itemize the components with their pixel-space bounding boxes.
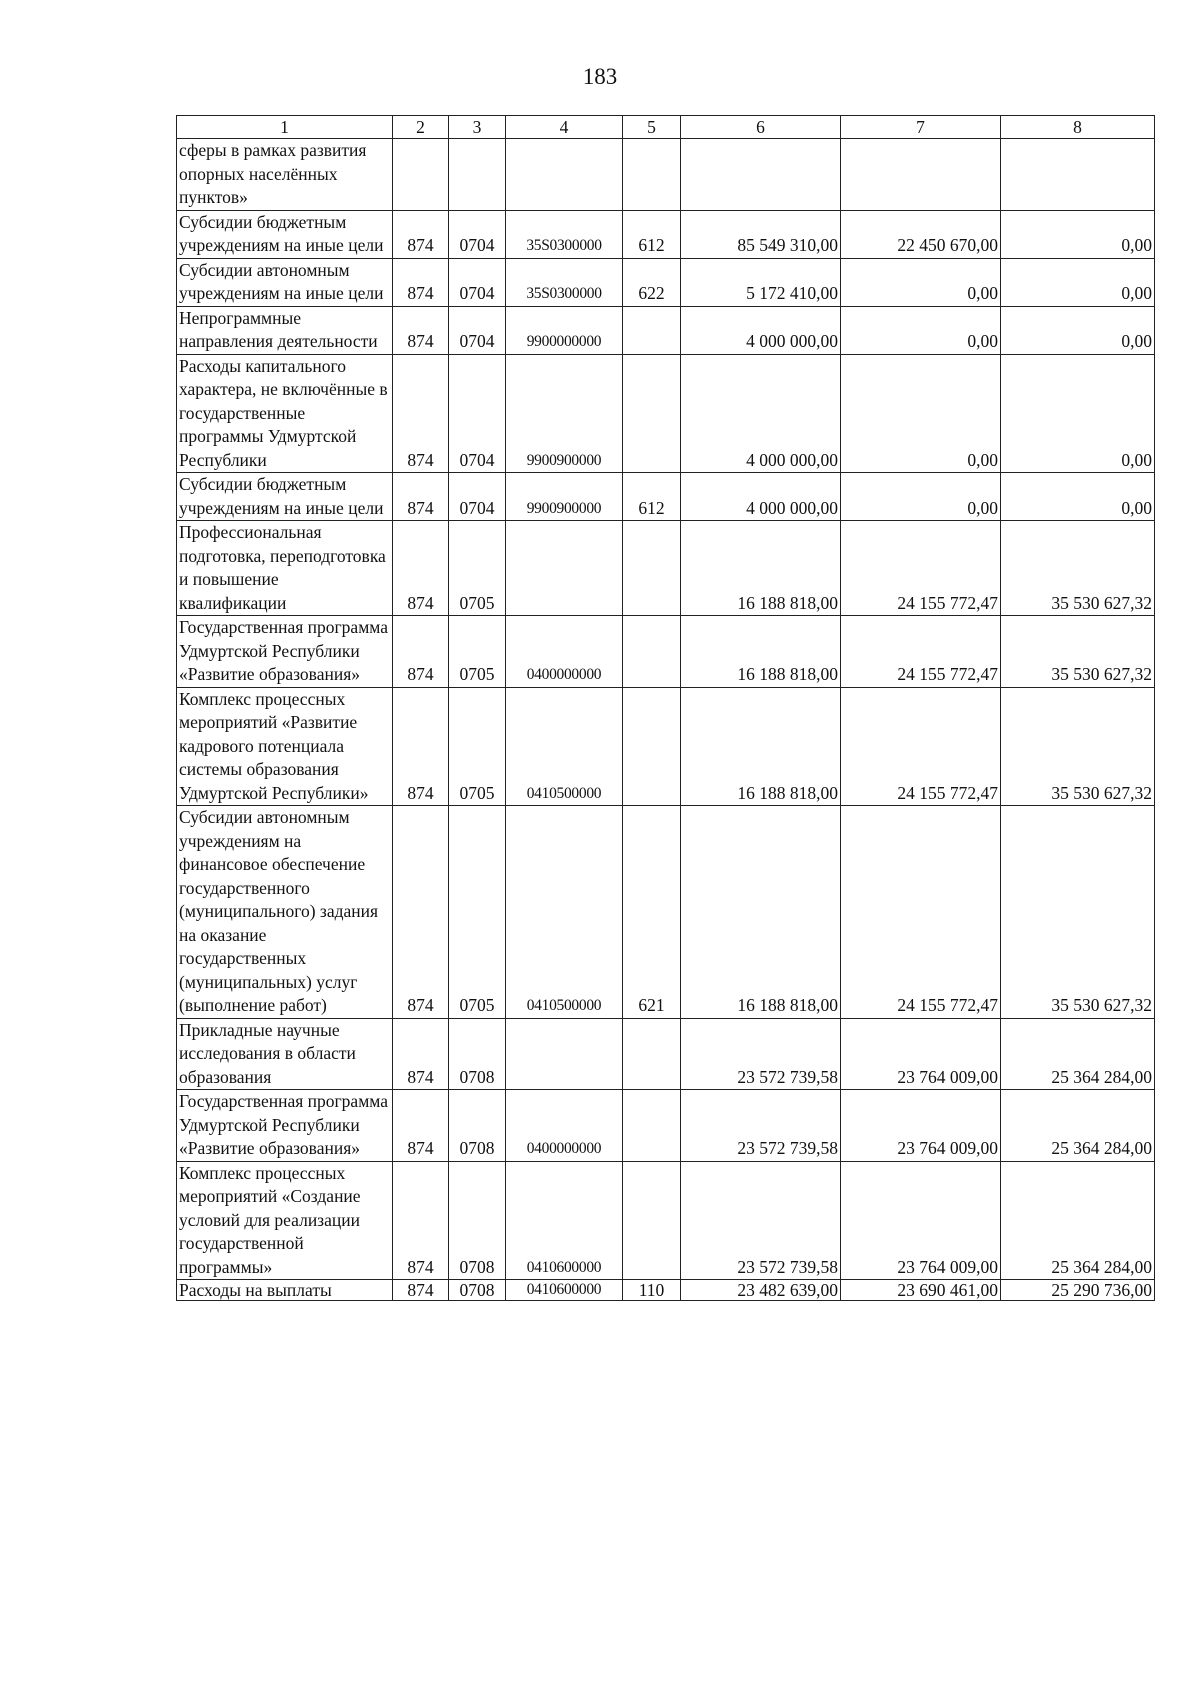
row-target-article: 9900900000 <box>506 473 623 521</box>
row-target-article: 0410600000 <box>506 1161 623 1280</box>
row-amount-col8: 0,00 <box>1001 354 1155 473</box>
row-section: 0705 <box>449 687 506 806</box>
row-amount-col6: 85 549 310,00 <box>681 210 841 258</box>
row-target-article: 35S0300000 <box>506 258 623 306</box>
column-header-7: 7 <box>841 116 1001 139</box>
row-name: Субсидии автономным учреждениям на финансовое обеспечение государственного (муниципального) задания на оказание государственных (муниципальных) услуг (выполнение работ) <box>177 806 393 1019</box>
row-section: 0708 <box>449 1161 506 1280</box>
row-section: 0708 <box>449 1280 506 1301</box>
row-amount-col8: 0,00 <box>1001 210 1155 258</box>
row-amount-col7 <box>841 139 1001 211</box>
row-amount-col6: 16 188 818,00 <box>681 616 841 688</box>
table-row <box>177 306 1155 354</box>
row-target-article: 9900900000 <box>506 354 623 473</box>
table-row <box>177 473 1155 521</box>
row-amount-col8: 35 530 627,32 <box>1001 521 1155 616</box>
row-expense-type <box>623 1090 681 1162</box>
row-grbs: 874 <box>393 1018 449 1090</box>
row-amount-col8 <box>1001 139 1155 211</box>
table-row <box>177 1018 1155 1090</box>
row-section: 0708 <box>449 1090 506 1162</box>
row-target-article <box>506 521 623 616</box>
row-amount-col7: 0,00 <box>841 473 1001 521</box>
row-amount-col7: 22 450 670,00 <box>841 210 1001 258</box>
row-amount-col8: 0,00 <box>1001 306 1155 354</box>
column-header-3: 3 <box>449 116 506 139</box>
row-target-article: 0400000000 <box>506 616 623 688</box>
row-amount-col7: 24 155 772,47 <box>841 806 1001 1019</box>
table-row <box>177 521 1155 616</box>
row-section: 0708 <box>449 1018 506 1090</box>
row-target-article: 35S0300000 <box>506 210 623 258</box>
column-header-1: 1 <box>177 116 393 139</box>
row-section: 0704 <box>449 354 506 473</box>
row-grbs: 874 <box>393 258 449 306</box>
row-name: Государственная программа Удмуртской Республики «Развитие образования» <box>177 1090 393 1162</box>
row-section: 0705 <box>449 806 506 1019</box>
row-amount-col6 <box>681 139 841 211</box>
column-header-5: 5 <box>623 116 681 139</box>
row-name: Комплекс процессных мероприятий «Создание условий для реализации государственной программы» <box>177 1161 393 1280</box>
row-name: Профессиональная подготовка, переподготовка и повышение квалификации <box>177 521 393 616</box>
row-amount-col6: 16 188 818,00 <box>681 806 841 1019</box>
row-grbs: 874 <box>393 1090 449 1162</box>
row-amount-col6: 4 000 000,00 <box>681 473 841 521</box>
row-name: Комплекс процессных мероприятий «Развитие кадрового потенциала системы образования Удмуртской Республики» <box>177 687 393 806</box>
row-amount-col6: 16 188 818,00 <box>681 521 841 616</box>
row-amount-col8: 35 530 627,32 <box>1001 687 1155 806</box>
row-target-article <box>506 1018 623 1090</box>
row-section: 0704 <box>449 306 506 354</box>
row-amount-col7: 23 764 009,00 <box>841 1090 1001 1162</box>
row-amount-col7: 0,00 <box>841 258 1001 306</box>
row-amount-col6: 5 172 410,00 <box>681 258 841 306</box>
row-section: 0705 <box>449 521 506 616</box>
row-section: 0704 <box>449 210 506 258</box>
row-expense-type <box>623 354 681 473</box>
row-expense-type <box>623 521 681 616</box>
table-row <box>177 258 1155 306</box>
row-expense-type <box>623 687 681 806</box>
header-row <box>177 116 1155 139</box>
row-section: 0705 <box>449 616 506 688</box>
row-grbs: 874 <box>393 616 449 688</box>
row-name: Расходы капитального характера, не включённые в государственные программы Удмуртской Республики <box>177 354 393 473</box>
row-target-article <box>506 139 623 211</box>
row-target-article: 0410600000 <box>506 1280 623 1301</box>
row-amount-col7: 24 155 772,47 <box>841 687 1001 806</box>
row-expense-type <box>623 306 681 354</box>
table-row <box>177 687 1155 806</box>
row-grbs: 874 <box>393 687 449 806</box>
table-row <box>177 1090 1155 1162</box>
row-name: Непрограммные направления деятельности <box>177 306 393 354</box>
row-expense-type <box>623 139 681 211</box>
row-expense-type: 622 <box>623 258 681 306</box>
row-expense-type: 612 <box>623 210 681 258</box>
row-amount-col6: 4 000 000,00 <box>681 306 841 354</box>
row-grbs: 874 <box>393 521 449 616</box>
table-row <box>177 806 1155 1019</box>
row-amount-col8: 0,00 <box>1001 473 1155 521</box>
table-row <box>177 139 1155 211</box>
row-expense-type: 612 <box>623 473 681 521</box>
row-amount-col7: 23 764 009,00 <box>841 1161 1001 1280</box>
page-number: 183 <box>582 64 618 89</box>
table-row <box>177 616 1155 688</box>
row-section: 0704 <box>449 258 506 306</box>
row-amount-col6: 23 482 639,00 <box>681 1280 841 1301</box>
row-amount-col7: 24 155 772,47 <box>841 521 1001 616</box>
row-section: 0704 <box>449 473 506 521</box>
table-row <box>177 1280 1155 1301</box>
row-grbs: 874 <box>393 473 449 521</box>
row-target-article: 0400000000 <box>506 1090 623 1162</box>
budget-table <box>176 115 1155 1301</box>
row-target-article: 9900000000 <box>506 306 623 354</box>
row-amount-col8: 0,00 <box>1001 258 1155 306</box>
row-target-article: 0410500000 <box>506 806 623 1019</box>
row-name: Субсидии бюджетным учреждениям на иные цели <box>177 473 393 521</box>
row-amount-col7: 23 690 461,00 <box>841 1280 1001 1301</box>
row-amount-col8: 35 530 627,32 <box>1001 616 1155 688</box>
row-grbs <box>393 139 449 211</box>
row-name: Расходы на выплаты <box>177 1280 393 1301</box>
row-amount-col7: 0,00 <box>841 306 1001 354</box>
column-header-6: 6 <box>681 116 841 139</box>
row-amount-col6: 23 572 739,58 <box>681 1090 841 1162</box>
row-expense-type <box>623 1018 681 1090</box>
row-name: Субсидии бюджетным учреждениям на иные цели <box>177 210 393 258</box>
row-amount-col8: 25 364 284,00 <box>1001 1161 1155 1280</box>
table-row <box>177 354 1155 473</box>
row-expense-type: 621 <box>623 806 681 1019</box>
row-name: Субсидии автономным учреждениям на иные цели <box>177 258 393 306</box>
row-grbs: 874 <box>393 306 449 354</box>
row-section <box>449 139 506 211</box>
row-target-article: 0410500000 <box>506 687 623 806</box>
row-amount-col7: 24 155 772,47 <box>841 616 1001 688</box>
row-amount-col8: 25 290 736,00 <box>1001 1280 1155 1301</box>
row-name: Прикладные научные исследования в области образования <box>177 1018 393 1090</box>
row-amount-col7: 23 764 009,00 <box>841 1018 1001 1090</box>
row-amount-col8: 35 530 627,32 <box>1001 806 1155 1019</box>
row-amount-col6: 16 188 818,00 <box>681 687 841 806</box>
row-amount-col6: 23 572 739,58 <box>681 1161 841 1280</box>
column-header-2: 2 <box>393 116 449 139</box>
row-grbs: 874 <box>393 210 449 258</box>
row-grbs: 874 <box>393 1161 449 1280</box>
table-row <box>177 1161 1155 1280</box>
row-amount-col7: 0,00 <box>841 354 1001 473</box>
row-grbs: 874 <box>393 1280 449 1301</box>
table-row <box>177 210 1155 258</box>
row-expense-type: 110 <box>623 1280 681 1301</box>
row-expense-type <box>623 616 681 688</box>
row-grbs: 874 <box>393 354 449 473</box>
row-amount-col6: 4 000 000,00 <box>681 354 841 473</box>
row-name: Государственная программа Удмуртской Республики «Развитие образования» <box>177 616 393 688</box>
column-header-4: 4 <box>506 116 623 139</box>
row-grbs: 874 <box>393 806 449 1019</box>
column-header-8: 8 <box>1001 116 1155 139</box>
row-expense-type <box>623 1161 681 1280</box>
row-amount-col8: 25 364 284,00 <box>1001 1018 1155 1090</box>
row-amount-col8: 25 364 284,00 <box>1001 1090 1155 1162</box>
row-name: сферы в рамках развития опорных населённых пунктов» <box>177 139 393 211</box>
row-amount-col6: 23 572 739,58 <box>681 1018 841 1090</box>
